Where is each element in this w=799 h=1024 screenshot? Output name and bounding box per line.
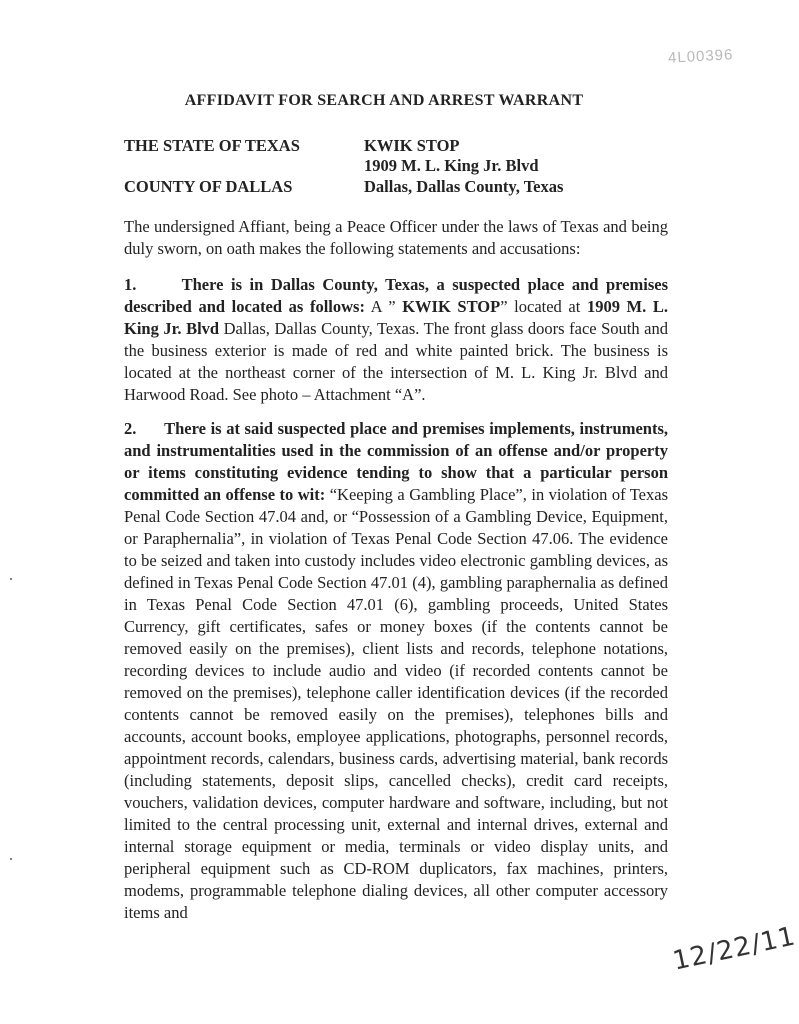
header-premises-address: 1909 M. L. King Jr. Blvd <box>364 156 539 175</box>
document-stamp: 4L00396 <box>667 46 734 67</box>
paragraph-1-address: 1909 M. L. King Jr. Blvd <box>124 297 668 338</box>
paragraph-1-a: A ” <box>364 297 403 316</box>
document-title: AFFIDAVIT FOR SEARCH AND ARREST WARRANT <box>184 92 584 109</box>
scan-speck <box>10 578 12 580</box>
paragraph-2-rest: “Keeping a Gambling Place”, in violation of Texas Penal Code Section 47.04 and, or “Possession of a Gambling Device, Equipment, or Paraphernalia”, in violation of Texas Penal Code Section 47.06. The evidence to be seized and taken into custody includes video electronic gambling devices, as defined in Texas Penal Code Section 47.01 (4), gambling paraphernalia as defined in Texas Penal Code Section 47.01 (6), gambling proceeds, United States Currency, gift certificates, safes or money boxes (if the contents cannot be removed easily on the premises), client lists and records, telephone notations, recording devices to include audio and video (if recorded contents cannot be removed on the premises), telephone caller identification devices (if the recorded contents cannot be removed easily on the premises), telephones bills and accounts, account books, employee applications, photographs, personnel records, appointment records, calendars, business cards, advertising material, bank records (including statements, deposit slips, cancelled checks), credit card receipts, vouchers, validation devices, computer hardware and software, including, but not limited to the central processing unit, external and internal drives, external and internal storage equipment or media, terminals or video display units, and peripheral equipment such as CD-ROM duplicators, fax machines, printers, modems, programmable telephone dialing devices, all other computer accessory items and <box>124 485 668 922</box>
intro-paragraph <box>124 216 668 260</box>
paragraph-2-number: 2. <box>124 419 137 438</box>
paragraph-1-lead: There is in Dallas County, Texas, a suspected place and premises described and located as follows: <box>124 275 668 316</box>
paragraph-1 <box>124 274 668 406</box>
header-state: THE STATE OF TEXAS <box>124 136 300 155</box>
header-premises-name: KWIK STOP <box>364 136 460 155</box>
header-premises-city: Dallas, Dallas County, Texas <box>364 177 564 196</box>
paragraph-2 <box>124 418 668 924</box>
scan-speck <box>10 858 12 860</box>
intro-text: The undersigned Affiant, being a Peace Officer under the laws of Texas and being duly sworn, on oath makes the following statements and accusations: <box>124 217 668 258</box>
paragraph-1-rest: Dallas, Dallas County, Texas. The front glass doors face South and the business exterior is made of red and white painted brick. The business is located at the northeast corner of the intersection of M. L. King Jr. Blvd and Harwood Road. See photo – Attachment “A”. <box>124 319 668 404</box>
header-county: COUNTY OF DALLAS <box>124 177 293 196</box>
paragraph-1-number: 1. <box>124 275 137 294</box>
paragraph-1-premises-name: KWIK STOP <box>402 297 501 316</box>
paragraph-1-located: ” located at <box>500 297 587 316</box>
handwritten-date: 12/22/11 <box>670 921 799 977</box>
paragraph-2-lead: There is at said suspected place and premises implements, instruments, and instrumentalities used in the commission of an offense and/or property or items constituting evidence tending to show that a particular person committed an offense to wit: <box>124 419 668 504</box>
